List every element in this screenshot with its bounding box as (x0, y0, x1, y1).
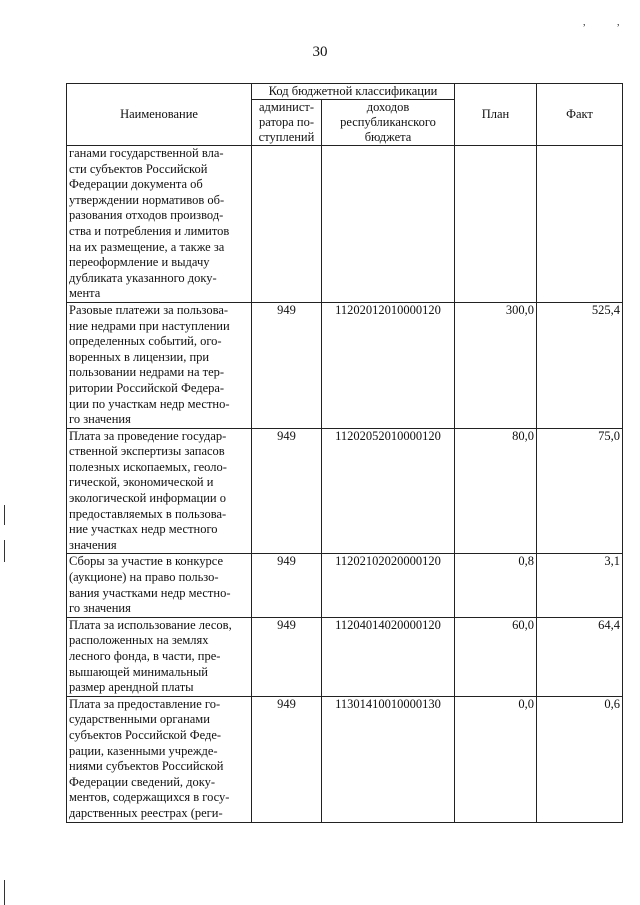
row-name-line: Федерации документа об (69, 177, 203, 192)
row-name-line: ментов, содержащихся в госу- (69, 790, 230, 805)
header-line: ратора по- (258, 115, 315, 129)
row-name-line: Сборы за участие в конкурсе (69, 554, 223, 569)
row-name-line: пользовании недрами на тер- (69, 365, 225, 380)
row-income-code: 11202012010000120 (322, 302, 455, 428)
row-name-line: рации, казенными учрежде- (69, 743, 218, 758)
row-income-code: 11301410010000130 (322, 696, 455, 822)
scan-edge-mark (4, 880, 5, 905)
row-name-line: го значения (69, 412, 131, 427)
header-fact: Факт (537, 84, 623, 146)
header-line: админист- (258, 100, 315, 114)
scan-edge-mark (4, 540, 5, 562)
row-name-line: ритории Российской Федера- (69, 380, 225, 395)
row-name-line: экологической информации о (69, 491, 226, 506)
row-name-line: (аукционе) на право пользо- (69, 570, 219, 585)
header-administrator (252, 100, 322, 146)
row-admin-code: 949 (252, 554, 322, 617)
table-row (67, 428, 623, 554)
row-income-code: 11204014020000120 (322, 617, 455, 696)
row-name-line: значения (69, 537, 117, 552)
row-name-line: сударственными органами (69, 712, 210, 727)
row-name-line: воренных в лицензии, при (69, 349, 210, 364)
row-name-line: ние недрами при наступлении (69, 318, 230, 333)
row-admin-code: 949 (252, 302, 322, 428)
header-plan: План (455, 84, 537, 146)
table-row (67, 302, 623, 428)
row-admin-code (252, 146, 322, 303)
row-name-line: дубликата указанного доку- (69, 270, 217, 285)
corner-mark: , (583, 17, 586, 28)
row-name-line: ственной экспертизы запасов (69, 444, 225, 459)
header-income-code (322, 100, 455, 146)
row-plan (455, 146, 537, 303)
row-name-line: ции по участкам недр местно- (69, 396, 230, 411)
row-name (67, 302, 252, 428)
table-row (67, 554, 623, 617)
row-name-line: ниями субъектов Российской (69, 759, 224, 774)
row-name-line: Плата за проведение государ- (69, 428, 227, 443)
row-fact: 75,0 (537, 428, 623, 554)
row-name-line: дарственных реестрах (реги- (69, 805, 223, 820)
row-name-line: ние участках недр местного (69, 522, 218, 537)
row-name (67, 696, 252, 822)
row-name-line: лесного фонда, в части, пре- (69, 649, 221, 663)
row-name (67, 146, 252, 303)
row-name-line: утверждении нормативов об- (69, 192, 225, 207)
row-admin-code: 949 (252, 428, 322, 554)
row-name-line: сти субъектов Российской (69, 161, 208, 176)
table-header (67, 84, 623, 146)
row-name-line: вания участками недр местно- (69, 585, 231, 600)
row-fact: 0,6 (537, 696, 623, 822)
header-name: Наименование (67, 84, 252, 146)
row-name-line: определенных событий, ого- (69, 334, 222, 349)
row-fact (537, 146, 623, 303)
row-income-code: 11202052010000120 (322, 428, 455, 554)
row-fact: 525,4 (537, 302, 623, 428)
table-row (67, 617, 623, 696)
header-line: доходов (366, 100, 410, 114)
row-name-line: ганами государственной вла- (69, 146, 224, 160)
row-plan: 300,0 (455, 302, 537, 428)
header-line: республиканского (340, 115, 436, 129)
row-admin-code: 949 (252, 617, 322, 696)
row-name-line: гической, экономической и (69, 475, 214, 490)
row-plan: 0,8 (455, 554, 537, 617)
row-plan: 80,0 (455, 428, 537, 554)
row-name (67, 617, 252, 696)
row-fact: 3,1 (537, 554, 623, 617)
row-name (67, 428, 252, 554)
row-name-line: го значения (69, 601, 131, 616)
header-line: бюджета (364, 130, 412, 144)
row-name-line: полезных ископаемых, геоло- (69, 459, 227, 474)
table-row (67, 696, 623, 822)
row-plan: 0,0 (455, 696, 537, 822)
table-row (67, 146, 623, 303)
page-number: 30 (312, 44, 328, 60)
row-name (67, 554, 252, 617)
row-name-line: расположенных на землях (69, 633, 209, 648)
row-fact: 64,4 (537, 617, 623, 696)
row-name-line: Плата за предоставление го- (69, 696, 221, 711)
scan-edge-mark (4, 505, 5, 525)
header-line: ступлений (258, 130, 315, 144)
corner-mark: , (617, 17, 620, 28)
row-name-line: Федерации сведений, доку- (69, 774, 216, 789)
row-plan: 60,0 (455, 617, 537, 696)
row-name-line: ства и потребления и лимитов (69, 223, 230, 238)
row-admin-code: 949 (252, 696, 322, 822)
row-income-code: 11202102020000120 (322, 554, 455, 617)
header-classification-code: Код бюджетной классификации (252, 84, 455, 100)
row-name-line: субъектов Российской Феде- (69, 727, 222, 742)
row-name-line: переоформление и выдачу (69, 255, 210, 270)
row-name-line: размер арендной платы (69, 680, 194, 695)
row-name-line: на их размещение, а также за (69, 239, 225, 254)
row-name-line: Плата за использование лесов, (69, 617, 232, 632)
row-name-line: мента (69, 286, 101, 301)
row-name-line: вышающей минимальный (69, 664, 208, 679)
row-name-line: предоставляемых в пользова- (69, 506, 227, 521)
budget-table (66, 83, 623, 823)
row-income-code (322, 146, 455, 303)
row-name-line: Разовые платежи за пользова- (69, 302, 229, 317)
row-name-line: разования отходов производ- (69, 208, 224, 223)
